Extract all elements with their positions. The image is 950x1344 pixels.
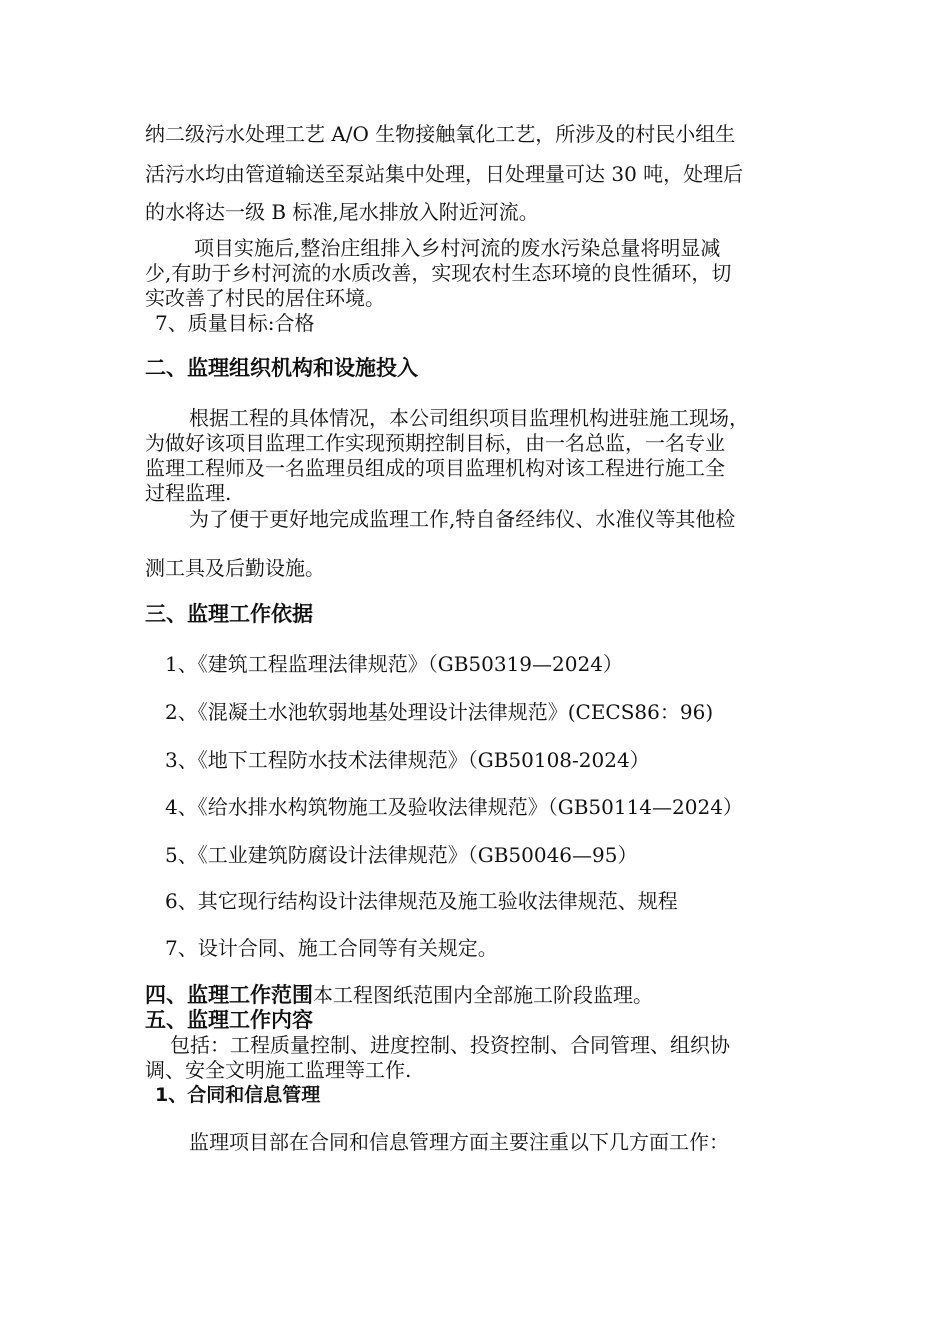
impact-line-2: 少,有助于乡村河流的水质改善，实现农村生态环境的良性循环，切 bbox=[145, 261, 732, 285]
section2-para1-line-3: 监理工程师及一名监理员组成的项目监理机构对该工程进行施工全 bbox=[145, 456, 725, 480]
quality-goal: 7、质量目标:合格 bbox=[155, 311, 315, 335]
impact-line-3: 实改善了村民的居住环境。 bbox=[145, 286, 385, 310]
section5-heading: 五、监理工作内容 bbox=[145, 1008, 313, 1032]
section5-sub1-text: 监理项目部在合同和信息管理方面主要注重以下几方面工作： bbox=[189, 1130, 729, 1154]
impact-line-1: 项目实施后,整治庄组排入乡村河流的废水污染总量将明显减 bbox=[194, 236, 721, 260]
section4-line bbox=[145, 983, 653, 1007]
section2-heading: 二、监理组织机构和设施投入 bbox=[145, 356, 418, 380]
reference-item: 4、《给水排水构筑物施工及验收法律规范》（GB50114—2024） bbox=[165, 795, 743, 819]
intro-line-2: 活污水均由管道输送至泵站集中处理，日处理量可达 30 吨，处理后 bbox=[145, 162, 744, 186]
intro-line-3: 的水将达一级 B 标准,尾水排放入附近河流。 bbox=[145, 200, 539, 224]
section2-para2-line-2: 测工具及后勤设施。 bbox=[145, 556, 325, 580]
section4-text: 本工程图纸范围内全部施工阶段监理。 bbox=[313, 983, 653, 1007]
section5-sub1-heading: 1、合同和信息管理 bbox=[155, 1084, 321, 1106]
intro-line-1: 纳二级污水处理工艺 A/O 生物接触氧化工艺，所涉及的村民小组生 bbox=[145, 122, 736, 146]
section2-para1-line-2: 为做好该项目监理工作实现预期控制目标，由一名总监，一名专业 bbox=[145, 431, 725, 455]
reference-item: 6、其它现行结构设计法律规范及施工验收法律规范、规程 bbox=[165, 889, 678, 913]
reference-item: 7、设计合同、施工合同等有关规定。 bbox=[165, 936, 498, 960]
reference-item: 2、《混凝土水池软弱地基处理设计法律规范》(CECS86：96) bbox=[165, 700, 714, 724]
section3-heading: 三、监理工作依据 bbox=[145, 602, 313, 626]
section2-para2-line-1: 为了便于更好地完成监理工作,特自备经纬仪、水准仪等其他检 bbox=[189, 507, 736, 531]
reference-item: 3、《地下工程防水技术法律规范》（GB50108-2024） bbox=[165, 748, 650, 772]
section5-content-line-1: 包括：工程质量控制、进度控制、投资控制、合同管理、组织协 bbox=[170, 1033, 730, 1057]
section5-content-line-2: 调、安全文明施工监理等工作. bbox=[145, 1058, 412, 1082]
section2-para1-line-4: 过程监理. bbox=[145, 481, 232, 505]
reference-item: 1、《建筑工程监理法律规范》（GB50319—2024） bbox=[165, 652, 623, 676]
section4-heading: 四、监理工作范围 bbox=[145, 983, 313, 1007]
section2-para1-line-1: 根据工程的具体情况，本公司组织项目监理机构进驻施工现场， bbox=[189, 406, 749, 430]
reference-item: 5、《工业建筑防腐设计法律规范》（GB50046—95） bbox=[165, 843, 638, 867]
